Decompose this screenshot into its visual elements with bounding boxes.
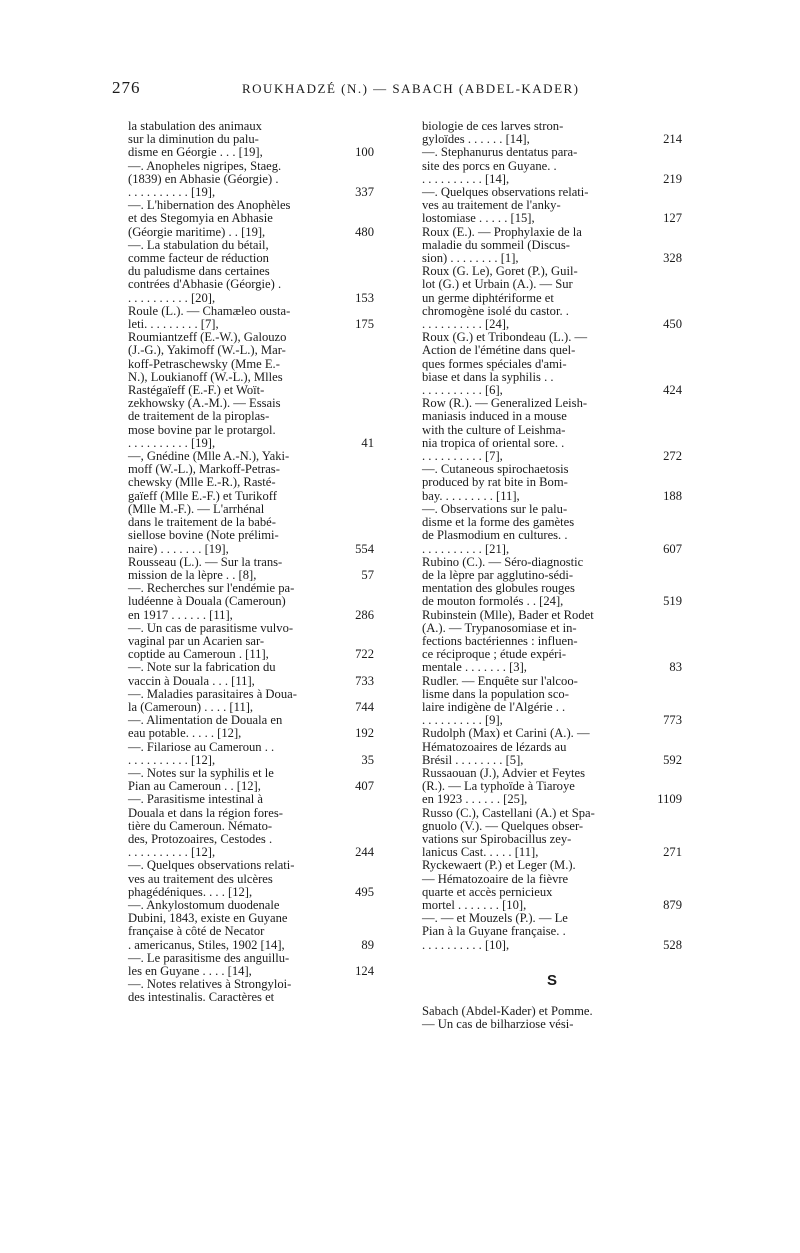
page-header xyxy=(112,78,682,98)
entry-text: Roux (G. Le), Goret (P.), Guil- lot (G.) et Urbain (A.). — Sur un germe diphtériforme et chromogène isolé du castor. . . . . . . . . . . . [24], xyxy=(422,264,578,332)
entry-text: —. Stephanurus dentatus para- site des porcs en Guyane. . . . . . . . . . . . [14], xyxy=(422,145,578,186)
index-entry xyxy=(422,120,682,146)
index-entry xyxy=(128,688,374,714)
entry-text: Roux (G.) et Tribondeau (L.). — Action de l'émétine dans quel- ques formes spéciales d'ami- biase et dans la syphilis . . . . . . . . . . . . [6], xyxy=(422,330,588,398)
entry-text: —. Alimentation de Douala en eau potable. . . . . [12], xyxy=(128,713,283,741)
index-entry xyxy=(422,807,682,860)
entry-page-number: 328 xyxy=(663,251,682,266)
index-entry xyxy=(128,767,374,793)
entry-page-number: 519 xyxy=(663,594,682,609)
entry-text: —. Filariose au Cameroun . . . . . . . . . . . . [12], xyxy=(128,739,275,767)
right-column xyxy=(422,120,682,1031)
entry-page-number: 89 xyxy=(361,937,374,952)
entry-text: —, Gnédine (Mlle A.-N.), Yaki- moff (W.-L.), Markoff-Petras- chewsky (Mlle E.-R.), Rasté- gaïeff (Mlle E.-F.) et Turikoff (Mlle M.-F.). — L'arrhénal dans le traitement de la babé- siellose bovine (Note prélimi- naire) . . . . . . . [19], xyxy=(128,449,290,556)
entry-text: Roule (L.). — Chamæleo ousta- leti. . . . . . . . . [7], xyxy=(128,303,291,332)
entry-page-number: 1109 xyxy=(657,792,682,807)
entry-text: —. — et Mouzels (P.). — Le Pian à la Guyane française. . . . . . . . . . . . [10], xyxy=(422,911,568,952)
entry-text: —. Anopheles nigripes, Staeg. (1839) en Abhasie (Géorgie) . . . . . . . . . . . [19], xyxy=(128,158,282,200)
entry-text: Roumiantzeff (E.-W.), Galouzo (J.-G.), Yakimoff (W.-L.), Mar- koff-Petraschewsky (Mme E.- N.), Loukianoff (W.-L.), Mlles Rastégaïeff (E.-F.) et Woït- zekhowsky (A.-M.). — Essais de traitement de la piroplas- mose bovine par le protargol. . . . . . . . . . . [19], xyxy=(128,330,287,450)
entry-page-number: 607 xyxy=(663,541,682,556)
entry-text: Russo (C.), Castellani (A.) et Spa- gnuolo (V.). — Quelques obser- vations sur Spirobacillus zey- lanicus Cast. . . . . [11], xyxy=(422,805,595,860)
entry-page-number: 153 xyxy=(355,290,374,305)
entry-page-number: 337 xyxy=(355,185,374,200)
entry-page-number: 214 xyxy=(663,132,682,147)
section-letter: S xyxy=(546,971,557,989)
entry-text: la stabulation des animaux sur la diminution du palu- disme en Géorgie . . . [19], xyxy=(128,119,263,160)
entry-page-number: 124 xyxy=(355,964,374,978)
page-number: 276 xyxy=(112,78,141,97)
entry-text: —. Recherches sur l'endémie pa- ludéenne à Douala (Cameroun) en 1917 . . . . . . [11], xyxy=(128,581,295,622)
index-entry xyxy=(422,146,682,186)
index-entry xyxy=(128,305,374,331)
index-entry xyxy=(128,556,374,582)
entry-page-number: 424 xyxy=(663,383,682,398)
entry-page-number: 272 xyxy=(663,449,682,464)
entry-page-number: 528 xyxy=(663,937,682,952)
entry-page-number: 592 xyxy=(663,752,682,767)
entry-page-number: 722 xyxy=(355,647,374,662)
entry-text: —. Quelques observations relati- ves au traitement de l'anky- lostomiase . . . . . [15], xyxy=(422,185,589,226)
entry-text: —. Le parasitisme des anguillu- les en Guyane . . . . [14], xyxy=(128,950,290,978)
entry-text: —. Maladies parasitaires à Doua- la (Cameroun) . . . . [11], xyxy=(128,686,297,714)
index-entry xyxy=(422,463,682,503)
index-entry xyxy=(422,675,682,728)
entry-page-number: 744 xyxy=(355,699,374,714)
entry-text: —. Un cas de parasitisme vulvo- vaginal par un Acarien sar- coptide au Cameroun . [11], xyxy=(128,620,294,662)
left-column xyxy=(128,120,374,1005)
entry-text: —. La stabulation du bétail, comme facteur de réduction du paludisme dans certaines contrées d'Abhasie (Géorgie) . . . . . . . . . . . [20], xyxy=(128,237,282,305)
index-entry xyxy=(128,622,374,662)
index-entry xyxy=(128,952,374,978)
entry-page-number: 35 xyxy=(361,752,374,767)
index-entry xyxy=(422,265,682,331)
index-entry xyxy=(422,912,682,952)
running-head: ROUKHADZÉ (N.) — SABACH (ABDEL-KADER) xyxy=(242,81,580,96)
entry-page-number: 244 xyxy=(355,845,374,860)
index-entry xyxy=(422,727,682,767)
entry-text: —. Cutaneous spirochaetosis produced by rat bite in Bom- bay. . . . . . . . . [11], xyxy=(422,462,569,503)
index-entry xyxy=(128,859,374,899)
entry-page-number: 554 xyxy=(355,541,374,556)
entry-page-number: 286 xyxy=(355,607,374,622)
entry-text: Rubinstein (Mlle), Bader et Rodet (A.). — Trypanosomiase et in- fections bactériennes : influen- ce réciproque ; étude expéri- mentale . . . . . . . [3], xyxy=(422,607,594,675)
entry-text: Rousseau (L.). — Sur la trans- mission de la lèpre . . [8], xyxy=(128,554,283,582)
index-entry xyxy=(128,582,374,622)
entry-page-number: 127 xyxy=(663,211,682,226)
index-entry xyxy=(128,199,374,239)
entry-text: —. Notes relatives à Strongyloi- des intestinalis. Caractères et xyxy=(128,977,292,1005)
entry-text: Ryckewaert (P.) et Leger (M.). — Hématozoaire de la fièvre quarte et accès pernicieux mortel . . . . . . . [10], xyxy=(422,858,576,912)
index-entry xyxy=(422,609,682,675)
entry-page-number: 219 xyxy=(663,171,682,186)
entry-page-number: 773 xyxy=(663,713,682,728)
index-entry xyxy=(422,331,682,397)
entry-text: —. Notes sur la syphilis et le Pian au Cameroun . . [12], xyxy=(128,765,274,794)
entry-text: Row (R.). — Generalized Leish- maniasis induced in a mouse with the culture of Leishma- nia tropica of oriental sore. . . . . . . . . . . . [7], xyxy=(422,396,588,464)
entry-text: —. L'hibernation des Anophèles et des Stegomyia en Abhasie (Géorgie maritime) . . [19], xyxy=(128,198,291,239)
index-entry xyxy=(128,899,374,952)
index-entry xyxy=(422,226,682,266)
index-entry xyxy=(128,793,374,859)
index-entry: Sabach (Abdel-Kader) et Pomme. — Un cas de bilharziose vési- xyxy=(422,1003,593,1031)
index-entry xyxy=(422,859,682,912)
entry-page-number: 450 xyxy=(663,317,682,332)
entry-page-number: 100 xyxy=(355,145,374,160)
entry-page-number: 480 xyxy=(355,224,374,239)
entry-page-number: 41 xyxy=(361,435,374,450)
entry-page-number: 495 xyxy=(355,884,374,899)
entry-page-number: 407 xyxy=(355,779,374,794)
entry-text: Rudolph (Max) et Carini (A.). — Hématozoaires de lézards au Brésil . . . . . . . . [5], xyxy=(422,726,590,767)
entry-text: biologie de ces larves stron- gyloïdes . . . . . . [14], xyxy=(422,119,564,147)
entry-text: Roux (E.). — Prophylaxie de la maladie du sommeil (Discus- sion) . . . . . . . . [1], xyxy=(422,224,582,266)
index-entry xyxy=(128,331,374,450)
entry-text: —. Note sur la fabrication du vaccin à Douala . . . [11], xyxy=(128,660,276,688)
index-entry xyxy=(128,120,374,160)
entry-page-number: 733 xyxy=(355,673,374,688)
entry-page-number: 271 xyxy=(663,845,682,860)
index-entry xyxy=(422,767,682,807)
entry-text: —. Ankylostomum duodenale Dubini, 1843, existe en Guyane française à côté de Necator . americanus, Stiles, 1902 [14], xyxy=(128,897,288,952)
entry-page-number: 188 xyxy=(663,488,682,503)
index-entry xyxy=(128,160,374,200)
index-entry xyxy=(128,239,374,305)
index-entry xyxy=(128,714,374,740)
index-entry xyxy=(128,741,374,767)
entry-text: —. Quelques observations relati- ves au traitement des ulcères phagédéniques. . . . [12], xyxy=(128,858,295,899)
index-entry xyxy=(422,503,682,556)
entry-text: —. Parasitisme intestinal à Douala et dans la région fores- tière du Cameroun. Némato- des, Protozoaires, Cestodes . . . . . . . . . . . [12], xyxy=(128,792,283,860)
index-entry xyxy=(128,978,374,1004)
index-entry xyxy=(422,186,682,226)
entry-text: —. Observations sur le palu- disme et la forme des gamètes de Plasmodium en cultures. . . . . . . . . . . . [21], xyxy=(422,501,575,556)
entry-page-number: 83 xyxy=(669,660,682,675)
entry-page-number: 879 xyxy=(663,897,682,912)
index-entry xyxy=(422,556,682,609)
entry-page-number: 175 xyxy=(355,317,374,332)
entry-page-number: 57 xyxy=(361,567,374,582)
entry-text: Rubino (C.). — Séro-diagnostic de la lèpre par agglutino-sédi- mentation des globules rouges de mouton formolés . . [24], xyxy=(422,554,584,609)
index-entry xyxy=(128,450,374,556)
entry-text: Russaouan (J.), Advier et Feytes (R.). — La typhoïde à Tiaroye en 1923 . . . . . . [25], xyxy=(422,765,585,807)
entry-page-number: 192 xyxy=(355,726,374,741)
index-entry xyxy=(422,397,682,463)
entry-text: Rudler. — Enquête sur l'alcoo- lisme dans la population sco- laire indigène de l'Algérie . . . . . . . . . . . . [9], xyxy=(422,673,578,728)
index-entry xyxy=(128,661,374,687)
